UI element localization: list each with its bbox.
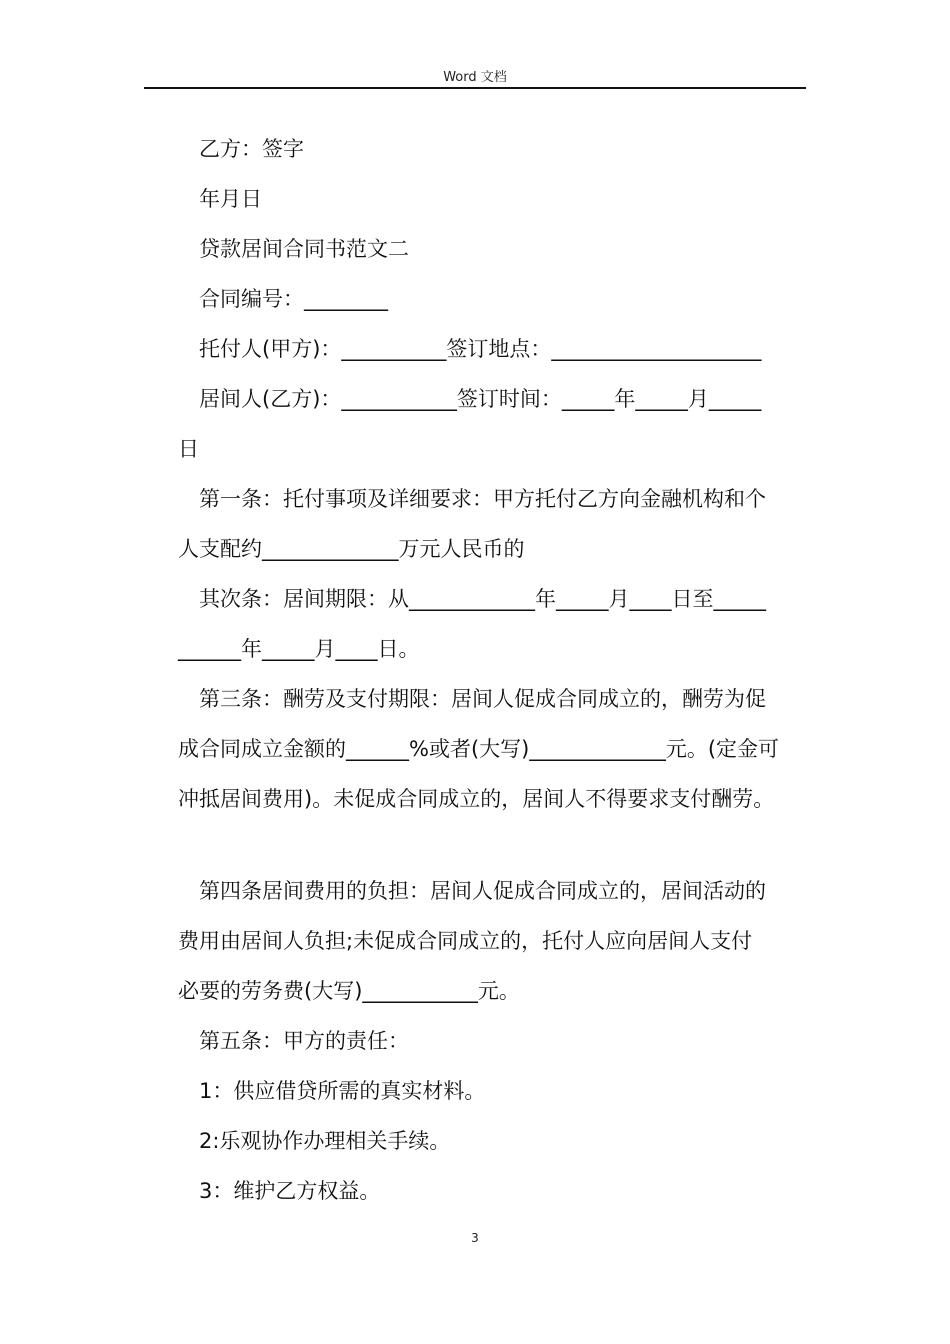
- page-number: 3: [471, 1231, 479, 1245]
- text-line: 居间人(乙方)：___________签订时间：_____年_____月_____: [199, 387, 762, 411]
- text-line: 日: [178, 437, 199, 461]
- text-line: ______年_____月____日。: [178, 637, 420, 661]
- text-line: 3：维护乙方权益。: [199, 1179, 381, 1203]
- text-line: 托付人(甲方)：__________签订地点：____________________: [199, 337, 762, 361]
- text-line: 其次条：居间期限：从____________年_____月____日至_____: [199, 587, 766, 611]
- header-divider: [144, 87, 806, 89]
- text-line: 第一条：托付事项及详细要求：甲方托付乙方向金融机构和个: [199, 487, 766, 511]
- paragraph-gap: [178, 830, 804, 872]
- text-line: 费用由居间人负担;未促成合同成立的，托付人应向居间人支付: [178, 929, 753, 953]
- text-line: 冲抵居间费用)。未促成合同成立的，居间人不得要求支付酬劳。: [178, 787, 775, 811]
- text-line: 2:乐观协作办理相关手续。: [199, 1129, 451, 1153]
- text-line: 年月日: [199, 187, 262, 211]
- text-line: 成合同成立金额的______%或者(大写)_____________元。(定金可: [178, 737, 780, 761]
- text-line: 必要的劳务费(大写)___________元。: [178, 979, 520, 1003]
- text-line: 乙方：签字: [199, 137, 304, 161]
- text-line: 第五条：甲方的责任：: [199, 1029, 409, 1053]
- text-line: 贷款居间合同书范文二: [199, 237, 409, 261]
- text-line: 第四条居间费用的负担：居间人促成合同成立的，居间活动的: [199, 879, 766, 903]
- text-line: 合同编号：________: [199, 287, 388, 311]
- text-line: 第三条：酬劳及支付期限：居间人促成合同成立的，酬劳为促: [199, 687, 766, 711]
- text-line: 人支配约_____________万元人民币的: [178, 537, 525, 561]
- document-body: [178, 130, 804, 1222]
- page-header: Word 文档: [443, 70, 507, 85]
- text-line: 1：供应借贷所需的真实材料。: [199, 1079, 486, 1103]
